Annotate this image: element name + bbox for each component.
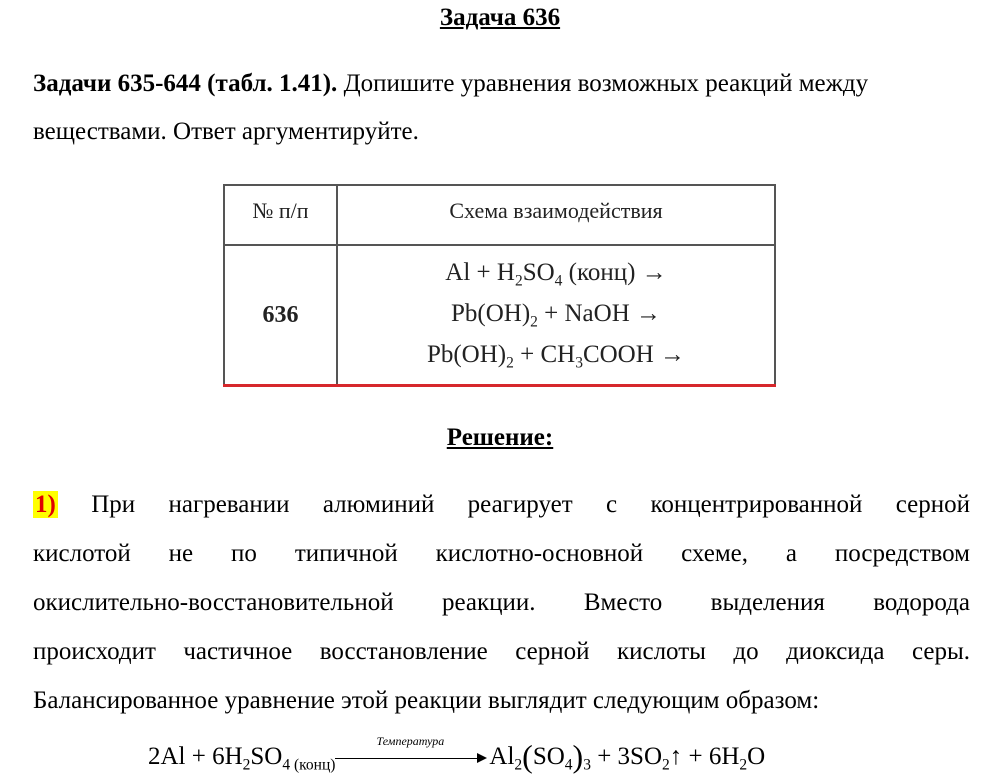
balanced-equation: $2Al + 6H_2SO_{4 (конц)}$ Температура $Al_2(SO_4)_3$ + $3SO_2↑ + 6H_2O$ xyxy=(148,734,766,774)
paragraph-line: окислительно-восстановительной реакции. Вместо выделения водорода xyxy=(33,589,970,616)
scheme-1: $Al + H_2SO_4$ (конц) → xyxy=(445,259,667,290)
reaction-arrow-icon xyxy=(335,734,489,768)
table-bottom-rule xyxy=(223,384,776,387)
arrow-condition-label: Температура xyxy=(376,734,445,749)
solution-heading: Решение: xyxy=(446,424,554,451)
table-header-number: № п/п xyxy=(252,198,309,223)
paragraph-line: кислотой не по типичной кислотно-основной схеме, а посредством xyxy=(33,540,970,567)
reactions-table xyxy=(223,184,776,384)
paragraph-line: Балансированное уравнение этой реакции выглядит следующим образом: xyxy=(33,687,820,714)
scheme-3: $Pb(OH)_2$ + $CH_3COOH$ → xyxy=(426,341,686,372)
solution-paragraph xyxy=(33,480,970,725)
gas-evolution-arrow-icon: ↑ xyxy=(669,743,683,770)
reaction-schemes xyxy=(338,252,774,375)
table-row-divider xyxy=(225,244,774,246)
scheme-2: $Pb(OH)_2$ + NaOH → xyxy=(450,300,662,331)
table-row-number: 636 xyxy=(262,302,299,328)
paragraph-line: происходит частичное восстановление серной кислоты до диоксида серы. xyxy=(33,638,970,665)
paragraph-line: 1) При нагревании алюминий реагирует с концентрированной серной xyxy=(35,491,971,518)
task-text: Допишите уравнения возможных реакций между веществами. Ответ аргументируйте. xyxy=(33,70,869,145)
problem-title: Задача 636 xyxy=(439,4,561,31)
item-marker: 1) xyxy=(35,491,56,518)
task-statement xyxy=(33,60,973,156)
table-header-scheme: Схема взаимодействия xyxy=(449,198,663,223)
task-reference: Задачи 635-644 (табл. 1.41). xyxy=(33,70,338,97)
